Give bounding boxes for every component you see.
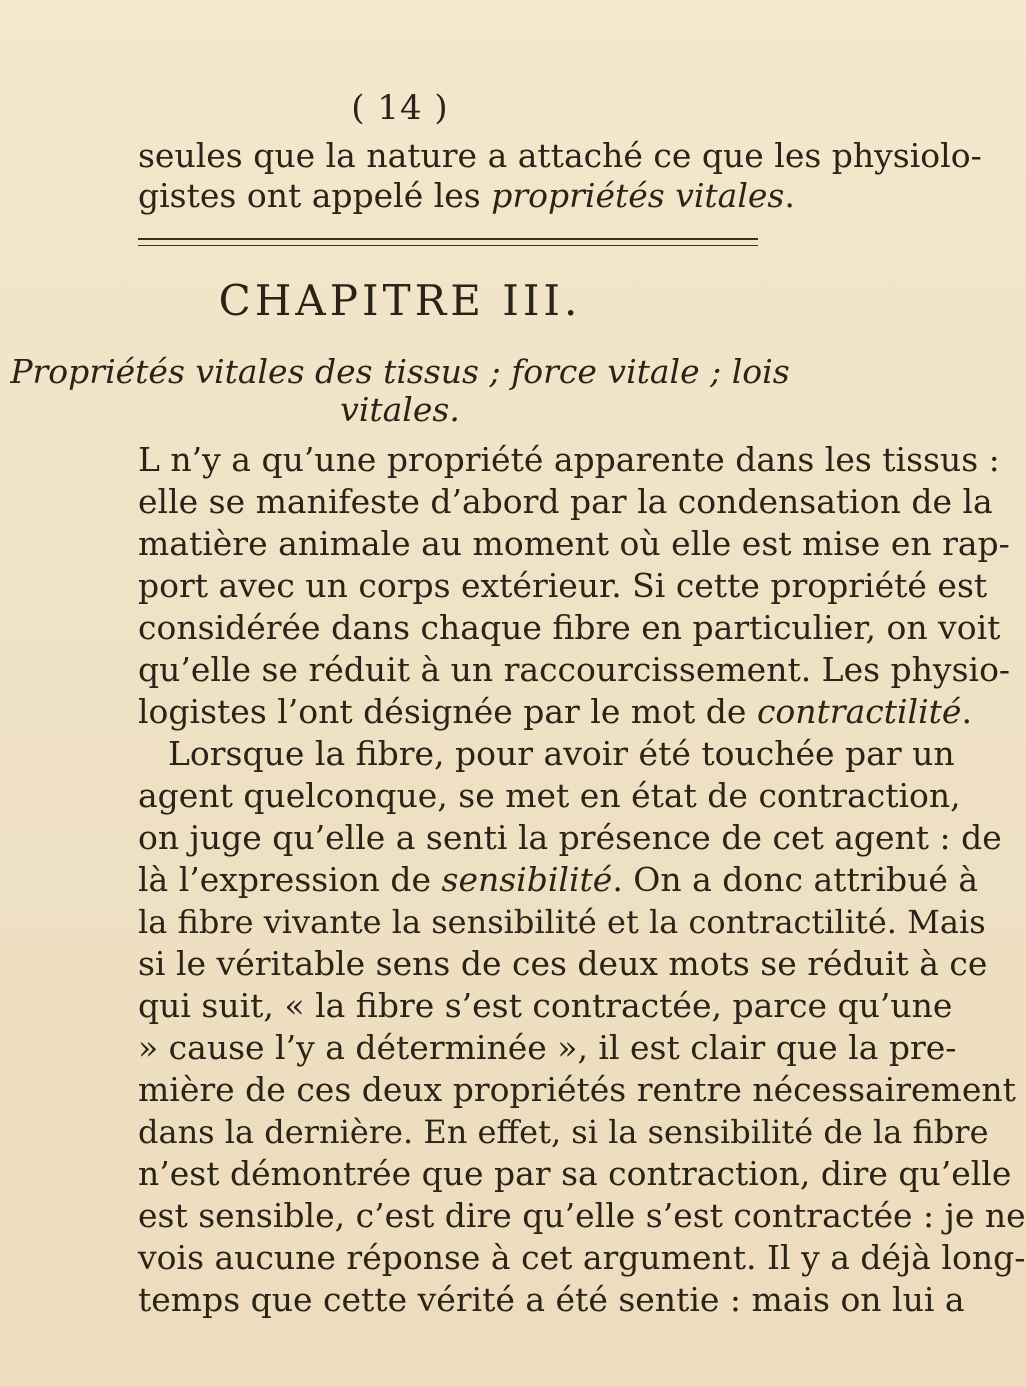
- text-line: là l’expression de sensibilité . On a donc attribué à: [138, 860, 979, 899]
- text-line: la fibre vivante la sensibilité et la contractilité. Mais: [138, 903, 986, 941]
- chapter-subtitle: vitales.: [340, 390, 460, 429]
- chapter-subtitle: Propriétés vitales des tissus ; force vitale ; lois: [10, 352, 790, 391]
- text-line: dans la dernière. En effet, si la sensibilité de la fibre: [138, 1113, 989, 1151]
- emphasis-text: contractilité: [756, 692, 962, 731]
- page-number: ( 14 ): [351, 88, 449, 128]
- text-line: agent quelconque, se met en état de contraction,: [138, 776, 961, 815]
- text-line: considérée dans chaque fibre en particulier, on voit: [138, 608, 1001, 647]
- text-line: Lorsque la fibre, pour avoir été touchée par un: [168, 734, 955, 773]
- text-line: » cause l’y a déterminée », il est clair que la pre-: [138, 1028, 957, 1067]
- text-line: mière de ces deux propriétés rentre nécessairement: [138, 1070, 1016, 1109]
- divider-rule: [138, 238, 758, 240]
- text-line: gistes ont appelé les propriétés vitales.: [138, 176, 795, 215]
- emphasis-text: propriétés vitales: [491, 176, 785, 215]
- text-line: si le véritable sens de ces deux mots se réduit à ce: [138, 944, 988, 983]
- emphasis-text: sensibilité: [441, 860, 613, 899]
- text-line: seules que la nature a attaché ce que les physiolo-: [138, 136, 982, 175]
- text-line: qu’elle se réduit à un raccourcissement. Les physio-: [138, 650, 1011, 689]
- text-line: L n’y a qu’une propriété apparente dans les tissus :: [138, 440, 1000, 479]
- text-line: matière animale au moment où elle est mise en rap-: [138, 524, 1010, 563]
- text-line: est sensible, c’est dire qu’elle s’est contractée : je ne: [138, 1196, 1026, 1235]
- chapter-title: CHAPITRE III.: [218, 276, 582, 325]
- divider-rule: [138, 245, 758, 246]
- text-line: logistes l’ont désignée par le mot de contractilité.: [138, 692, 972, 731]
- text-line: n’est démontrée que par sa contraction, dire qu’elle: [138, 1154, 1012, 1193]
- text-line: on juge qu’elle a senti la présence de cet agent : de: [138, 818, 1002, 857]
- text-line: vois aucune réponse à cet argument. Il y a déjà long-: [138, 1238, 1026, 1277]
- text-line: elle se manifeste d’abord par la condensation de la: [138, 482, 993, 521]
- text-line: temps que cette vérité a été sentie : mais on lui a: [138, 1280, 965, 1319]
- text-line: port avec un corps extérieur. Si cette propriété est: [138, 566, 988, 605]
- text-line: qui suit, « la fibre s’est contractée, parce qu’une: [138, 986, 953, 1025]
